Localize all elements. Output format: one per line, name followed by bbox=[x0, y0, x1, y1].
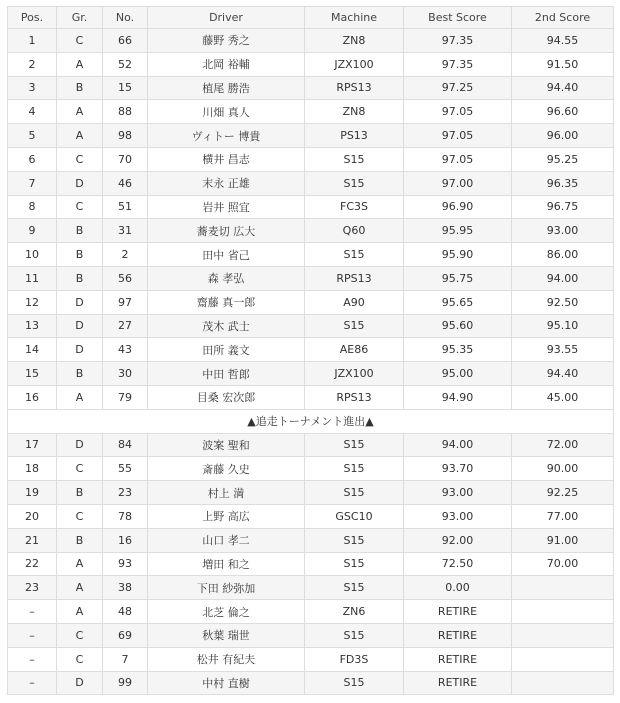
cell-machine: ZN8 bbox=[305, 29, 404, 53]
cell-driver: 末永 正雄 bbox=[148, 171, 305, 195]
cell-best-score: 94.00 bbox=[404, 433, 512, 457]
cell-second-score: 95.25 bbox=[512, 147, 614, 171]
cell-group: B bbox=[57, 362, 103, 386]
table-row bbox=[8, 314, 614, 338]
cell-machine: FC3S bbox=[305, 195, 404, 219]
cell-best-score: 95.60 bbox=[404, 314, 512, 338]
cell-pos: – bbox=[8, 647, 57, 671]
cell-number: 99 bbox=[103, 671, 148, 695]
cell-number: 93 bbox=[103, 552, 148, 576]
cell-best-score: 93.70 bbox=[404, 457, 512, 481]
cell-number: 88 bbox=[103, 100, 148, 124]
cell-best-score: 97.35 bbox=[404, 29, 512, 53]
cell-second-score: 93.00 bbox=[512, 219, 614, 243]
cell-best-score: 72.50 bbox=[404, 552, 512, 576]
cell-group: C bbox=[57, 147, 103, 171]
cell-pos: 6 bbox=[8, 147, 57, 171]
cell-number: 30 bbox=[103, 362, 148, 386]
cell-group: C bbox=[57, 504, 103, 528]
cell-group: A bbox=[57, 600, 103, 624]
cell-machine: ZN6 bbox=[305, 600, 404, 624]
cell-machine: JZX100 bbox=[305, 362, 404, 386]
table-row bbox=[8, 528, 614, 552]
cell-best-score: 95.65 bbox=[404, 290, 512, 314]
table-row bbox=[8, 290, 614, 314]
cell-second-score: 86.00 bbox=[512, 243, 614, 267]
advance-separator-text: ▲追走トーナメント進出▲ bbox=[8, 409, 614, 433]
cell-machine: RPS13 bbox=[305, 76, 404, 100]
cell-number: 84 bbox=[103, 433, 148, 457]
results-body bbox=[8, 29, 614, 695]
cell-driver: 田中 省己 bbox=[148, 243, 305, 267]
cell-second-score: 93.55 bbox=[512, 338, 614, 362]
cell-number: 69 bbox=[103, 623, 148, 647]
table-row bbox=[8, 100, 614, 124]
cell-second-score: 95.10 bbox=[512, 314, 614, 338]
results-table-container bbox=[7, 6, 613, 695]
cell-second-score: 94.55 bbox=[512, 29, 614, 53]
cell-driver: 山口 孝二 bbox=[148, 528, 305, 552]
cell-pos: – bbox=[8, 671, 57, 695]
cell-number: 56 bbox=[103, 266, 148, 290]
cell-second-score: 94.00 bbox=[512, 266, 614, 290]
cell-driver: 川畑 真人 bbox=[148, 100, 305, 124]
cell-second-score: 96.35 bbox=[512, 171, 614, 195]
cell-number: 43 bbox=[103, 338, 148, 362]
cell-number: 46 bbox=[103, 171, 148, 195]
cell-group: D bbox=[57, 290, 103, 314]
cell-driver: 村上 満 bbox=[148, 481, 305, 505]
cell-best-score: RETIRE bbox=[404, 623, 512, 647]
cell-group: B bbox=[57, 266, 103, 290]
cell-machine: Q60 bbox=[305, 219, 404, 243]
cell-best-score: 96.90 bbox=[404, 195, 512, 219]
cell-group: D bbox=[57, 433, 103, 457]
header-driver: Driver bbox=[148, 7, 305, 29]
cell-pos: 11 bbox=[8, 266, 57, 290]
cell-number: 27 bbox=[103, 314, 148, 338]
cell-pos: – bbox=[8, 623, 57, 647]
cell-machine: S15 bbox=[305, 528, 404, 552]
cell-pos: 12 bbox=[8, 290, 57, 314]
cell-best-score: 92.00 bbox=[404, 528, 512, 552]
cell-driver: 下田 紗弥加 bbox=[148, 576, 305, 600]
cell-driver: 秋葉 瑞世 bbox=[148, 623, 305, 647]
table-row bbox=[8, 576, 614, 600]
cell-machine: S15 bbox=[305, 147, 404, 171]
cell-best-score: 95.95 bbox=[404, 219, 512, 243]
cell-machine: S15 bbox=[305, 481, 404, 505]
cell-second-score bbox=[512, 647, 614, 671]
cell-driver: 中田 哲郎 bbox=[148, 362, 305, 386]
cell-driver: 森 孝弘 bbox=[148, 266, 305, 290]
cell-group: C bbox=[57, 623, 103, 647]
table-row bbox=[8, 481, 614, 505]
cell-machine: S15 bbox=[305, 552, 404, 576]
table-row bbox=[8, 219, 614, 243]
cell-second-score: 72.00 bbox=[512, 433, 614, 457]
header-pos: Pos. bbox=[8, 7, 57, 29]
cell-number: 48 bbox=[103, 600, 148, 624]
cell-machine: S15 bbox=[305, 671, 404, 695]
cell-second-score: 91.50 bbox=[512, 52, 614, 76]
cell-driver: 北岡 裕輔 bbox=[148, 52, 305, 76]
cell-second-score: 92.50 bbox=[512, 290, 614, 314]
cell-driver: 波案 聖和 bbox=[148, 433, 305, 457]
cell-second-score: 45.00 bbox=[512, 385, 614, 409]
cell-driver: 田所 義文 bbox=[148, 338, 305, 362]
cell-pos: 17 bbox=[8, 433, 57, 457]
table-row bbox=[8, 29, 614, 53]
table-row bbox=[8, 195, 614, 219]
cell-second-score: 77.00 bbox=[512, 504, 614, 528]
cell-best-score: 97.00 bbox=[404, 171, 512, 195]
table-row bbox=[8, 504, 614, 528]
cell-pos: 1 bbox=[8, 29, 57, 53]
cell-second-score: 90.00 bbox=[512, 457, 614, 481]
table-row bbox=[8, 600, 614, 624]
cell-group: B bbox=[57, 219, 103, 243]
cell-second-score: 70.00 bbox=[512, 552, 614, 576]
cell-best-score: RETIRE bbox=[404, 600, 512, 624]
cell-driver: 北芝 倫之 bbox=[148, 600, 305, 624]
cell-driver: 目桑 宏次郎 bbox=[148, 385, 305, 409]
cell-group: B bbox=[57, 76, 103, 100]
cell-group: C bbox=[57, 195, 103, 219]
cell-pos: 9 bbox=[8, 219, 57, 243]
cell-machine: S15 bbox=[305, 576, 404, 600]
cell-group: A bbox=[57, 552, 103, 576]
header-row bbox=[8, 7, 614, 29]
cell-number: 51 bbox=[103, 195, 148, 219]
cell-group: B bbox=[57, 243, 103, 267]
cell-group: C bbox=[57, 647, 103, 671]
cell-group: C bbox=[57, 29, 103, 53]
cell-number: 66 bbox=[103, 29, 148, 53]
cell-driver: ヴィトー 博貴 bbox=[148, 124, 305, 148]
cell-number: 79 bbox=[103, 385, 148, 409]
table-row bbox=[8, 385, 614, 409]
cell-machine: PS13 bbox=[305, 124, 404, 148]
table-row bbox=[8, 266, 614, 290]
header-machine: Machine bbox=[305, 7, 404, 29]
table-row bbox=[8, 76, 614, 100]
cell-machine: GSC10 bbox=[305, 504, 404, 528]
cell-best-score: 97.35 bbox=[404, 52, 512, 76]
cell-pos: 4 bbox=[8, 100, 57, 124]
cell-machine: S15 bbox=[305, 314, 404, 338]
cell-number: 98 bbox=[103, 124, 148, 148]
table-row bbox=[8, 552, 614, 576]
cell-best-score: 0.00 bbox=[404, 576, 512, 600]
cell-driver: 中村 直樹 bbox=[148, 671, 305, 695]
cell-best-score: 97.05 bbox=[404, 100, 512, 124]
cell-number: 97 bbox=[103, 290, 148, 314]
cell-pos: 13 bbox=[8, 314, 57, 338]
cell-group: D bbox=[57, 338, 103, 362]
cell-group: D bbox=[57, 671, 103, 695]
header-number: No. bbox=[103, 7, 148, 29]
cell-pos: 7 bbox=[8, 171, 57, 195]
cell-pos: 10 bbox=[8, 243, 57, 267]
cell-best-score: 97.05 bbox=[404, 147, 512, 171]
cell-machine: A90 bbox=[305, 290, 404, 314]
cell-number: 23 bbox=[103, 481, 148, 505]
cell-pos: 23 bbox=[8, 576, 57, 600]
cell-machine: RPS13 bbox=[305, 266, 404, 290]
cell-machine: JZX100 bbox=[305, 52, 404, 76]
cell-driver: 斎藤 久史 bbox=[148, 457, 305, 481]
header-2nd-score: 2nd Score bbox=[512, 7, 614, 29]
table-row bbox=[8, 647, 614, 671]
cell-best-score: 93.00 bbox=[404, 504, 512, 528]
cell-machine: S15 bbox=[305, 171, 404, 195]
cell-best-score: 95.00 bbox=[404, 362, 512, 386]
cell-driver: 横井 昌志 bbox=[148, 147, 305, 171]
cell-pos: 8 bbox=[8, 195, 57, 219]
cell-pos: 3 bbox=[8, 76, 57, 100]
cell-second-score: 96.60 bbox=[512, 100, 614, 124]
header-best-score: Best Score bbox=[404, 7, 512, 29]
cell-pos: 2 bbox=[8, 52, 57, 76]
cell-group: C bbox=[57, 457, 103, 481]
cell-best-score: 95.75 bbox=[404, 266, 512, 290]
cell-machine: FD3S bbox=[305, 647, 404, 671]
cell-pos: 16 bbox=[8, 385, 57, 409]
cell-group: B bbox=[57, 528, 103, 552]
cell-number: 31 bbox=[103, 219, 148, 243]
cell-second-score bbox=[512, 576, 614, 600]
table-row bbox=[8, 671, 614, 695]
cell-best-score: 93.00 bbox=[404, 481, 512, 505]
cell-number: 78 bbox=[103, 504, 148, 528]
cell-machine: AE86 bbox=[305, 338, 404, 362]
cell-number: 15 bbox=[103, 76, 148, 100]
cell-best-score: RETIRE bbox=[404, 671, 512, 695]
cell-pos: – bbox=[8, 600, 57, 624]
cell-pos: 21 bbox=[8, 528, 57, 552]
cell-group: A bbox=[57, 385, 103, 409]
cell-driver: 藤野 秀之 bbox=[148, 29, 305, 53]
cell-driver: 蕎麦切 広大 bbox=[148, 219, 305, 243]
advance-separator-row bbox=[8, 409, 614, 433]
cell-second-score: 92.25 bbox=[512, 481, 614, 505]
cell-group: A bbox=[57, 576, 103, 600]
cell-best-score: 95.90 bbox=[404, 243, 512, 267]
cell-driver: 岩井 照宜 bbox=[148, 195, 305, 219]
results-table bbox=[7, 6, 614, 695]
cell-driver: 茂木 武士 bbox=[148, 314, 305, 338]
cell-best-score: 95.35 bbox=[404, 338, 512, 362]
cell-machine: S15 bbox=[305, 433, 404, 457]
cell-number: 70 bbox=[103, 147, 148, 171]
cell-best-score: 97.25 bbox=[404, 76, 512, 100]
cell-pos: 18 bbox=[8, 457, 57, 481]
cell-machine: S15 bbox=[305, 243, 404, 267]
cell-number: 16 bbox=[103, 528, 148, 552]
cell-best-score: 94.90 bbox=[404, 385, 512, 409]
cell-driver: 上野 高広 bbox=[148, 504, 305, 528]
cell-second-score bbox=[512, 600, 614, 624]
cell-pos: 22 bbox=[8, 552, 57, 576]
cell-driver: 植尾 勝浩 bbox=[148, 76, 305, 100]
cell-second-score: 96.75 bbox=[512, 195, 614, 219]
table-row bbox=[8, 147, 614, 171]
cell-second-score: 94.40 bbox=[512, 362, 614, 386]
cell-machine: S15 bbox=[305, 457, 404, 481]
cell-machine: S15 bbox=[305, 623, 404, 647]
cell-second-score: 96.00 bbox=[512, 124, 614, 148]
cell-pos: 14 bbox=[8, 338, 57, 362]
table-row bbox=[8, 433, 614, 457]
cell-number: 2 bbox=[103, 243, 148, 267]
table-row bbox=[8, 124, 614, 148]
cell-group: D bbox=[57, 171, 103, 195]
cell-number: 52 bbox=[103, 52, 148, 76]
table-row bbox=[8, 52, 614, 76]
cell-number: 7 bbox=[103, 647, 148, 671]
cell-number: 55 bbox=[103, 457, 148, 481]
cell-second-score bbox=[512, 671, 614, 695]
table-row bbox=[8, 171, 614, 195]
cell-driver: 齋藤 真一郎 bbox=[148, 290, 305, 314]
cell-group: D bbox=[57, 314, 103, 338]
cell-second-score: 94.40 bbox=[512, 76, 614, 100]
cell-best-score: 97.05 bbox=[404, 124, 512, 148]
cell-group: A bbox=[57, 124, 103, 148]
cell-pos: 15 bbox=[8, 362, 57, 386]
cell-driver: 松井 有紀夫 bbox=[148, 647, 305, 671]
table-row bbox=[8, 623, 614, 647]
cell-number: 38 bbox=[103, 576, 148, 600]
cell-group: A bbox=[57, 52, 103, 76]
table-row bbox=[8, 362, 614, 386]
cell-machine: RPS13 bbox=[305, 385, 404, 409]
cell-pos: 19 bbox=[8, 481, 57, 505]
table-row bbox=[8, 457, 614, 481]
cell-best-score: RETIRE bbox=[404, 647, 512, 671]
header-group: Gr. bbox=[57, 7, 103, 29]
cell-driver: 増田 和之 bbox=[148, 552, 305, 576]
table-row bbox=[8, 243, 614, 267]
cell-machine: ZN8 bbox=[305, 100, 404, 124]
cell-group: A bbox=[57, 100, 103, 124]
cell-pos: 20 bbox=[8, 504, 57, 528]
cell-second-score: 91.00 bbox=[512, 528, 614, 552]
table-row bbox=[8, 338, 614, 362]
cell-second-score bbox=[512, 623, 614, 647]
cell-group: B bbox=[57, 481, 103, 505]
cell-pos: 5 bbox=[8, 124, 57, 148]
